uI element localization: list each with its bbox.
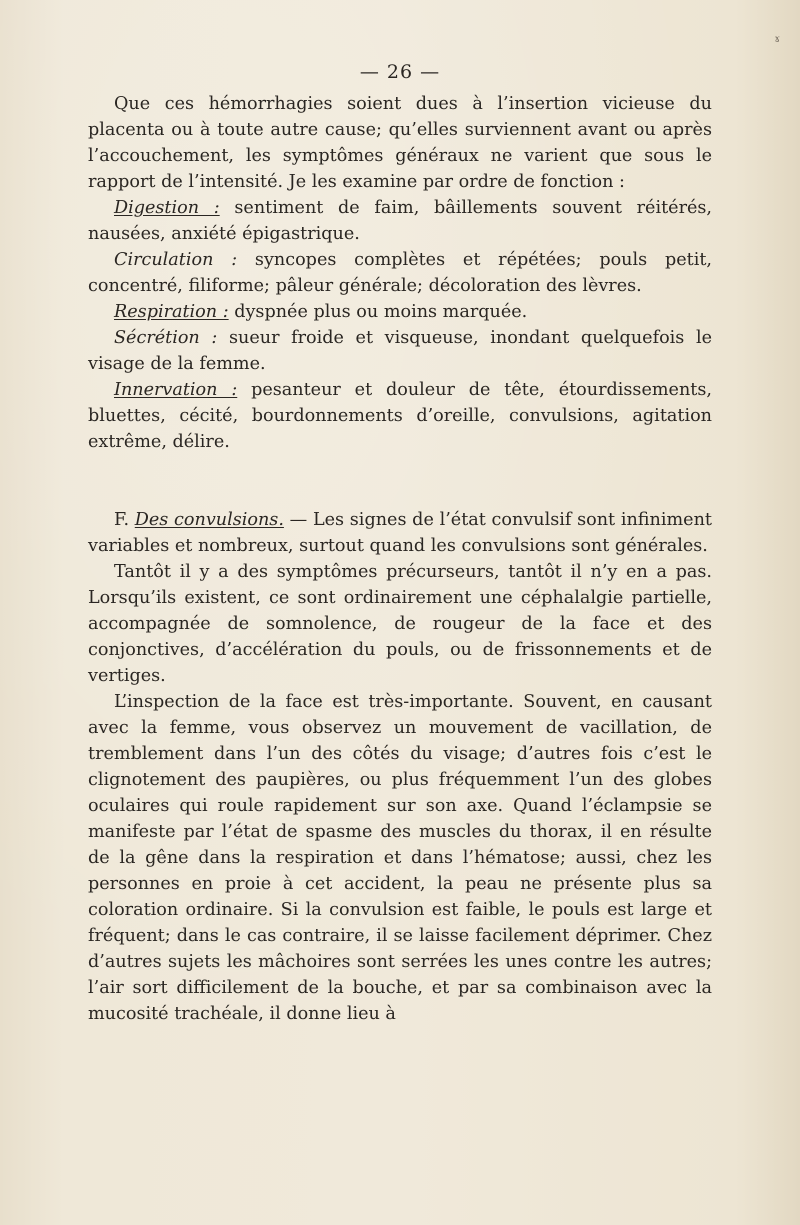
function-paragraph-circulation [88,247,712,299]
convulsions-heading-paragraph [88,507,712,559]
function-paragraph-respiration [88,299,712,325]
function-label: Sécrétion : [114,328,218,348]
function-paragraph-digestion [88,195,712,247]
corner-mark: ɤ [774,34,780,45]
function-text: dyspnée plus ou moins marquée. [228,302,528,322]
section-title: Des convulsions. [134,510,284,530]
function-text: syncopes complètes et répétées; pouls petit, concentré, filiforme; pâleur générale; décoloration des lèvres. [88,250,712,296]
body-paragraph: Tantôt il y a des symptômes précurseurs, tantôt il n’y en a pas. Lorsqu’ils existent, ce sont ordinairement une céphalalgie partielle, accompagnée de somnolence, de rougeur de la face et des conjonctives, d’accélération du pouls, ou de frissonnements et de vertiges. [88,562,712,686]
hemorrhage-symptoms-section [88,91,712,455]
intro-paragraph: Que ces hémorrhagies soient dues à l’insertion vicieuse du placenta ou à toute autre cause; qu’elles surviennent avant ou après l’accouchement, les symptômes généraux ne varient que sous le rapport de l’intensité. Je les examine par ordre de fonction : [88,94,712,192]
page-number: — 26 — [359,61,441,83]
function-text: sentiment de faim, bâillements souvent réitérés, nausées, anxiété épigastrique. [88,198,713,244]
function-label: Respiration : [114,302,229,322]
section-letter: F. [114,510,130,530]
section-first-text: — Les signes de l’état convulsif sont infiniment variables et nombreux, surtout quand les convulsions sont générales. [88,510,712,556]
function-label: Digestion : [114,198,220,218]
function-label: Innervation : [114,380,238,400]
function-text: pesanteur et douleur de tête, étourdissements, bluettes, cécité, bourdonnements d’oreille, convulsions, agitation extrême, délire. [88,380,712,452]
function-paragraph-secretion [88,325,712,377]
function-label: Circulation : [114,250,238,270]
body-paragraph: L’inspection de la face est très-importante. Souvent, en causant avec la femme, vous observez un mouvement de vacillation, de tremblement dans l’un des côtés du visage; d’autres fois c’est le clignotement des paupières, ou plus fréquemment l’un des globes oculaires qui roule rapidement sur son axe. Quand l’éclampsie se manifeste par l’état de spasme des muscles du thorax, il en résulte de la gêne dans la respiration et dans l’hématose; aussi, chez les personnes en proie à cet accident, la peau ne présente plus sa coloration ordinaire. Si la convulsion est faible, le pouls est large et fréquent; dans le cas contraire, il se laisse facilement déprimer. Chez d’autres sujets les mâchoires sont serrées les unes contre les autres; l’air sort difficilement de la bouche, et par sa combinaison avec la mucosité trachéale, il donne lieu à [88,692,712,1024]
function-paragraph-innervation [88,377,712,455]
function-text: sueur froide et visqueuse, inondant quelquefois le visage de la femme. [88,328,712,374]
convulsions-section [88,507,712,1027]
